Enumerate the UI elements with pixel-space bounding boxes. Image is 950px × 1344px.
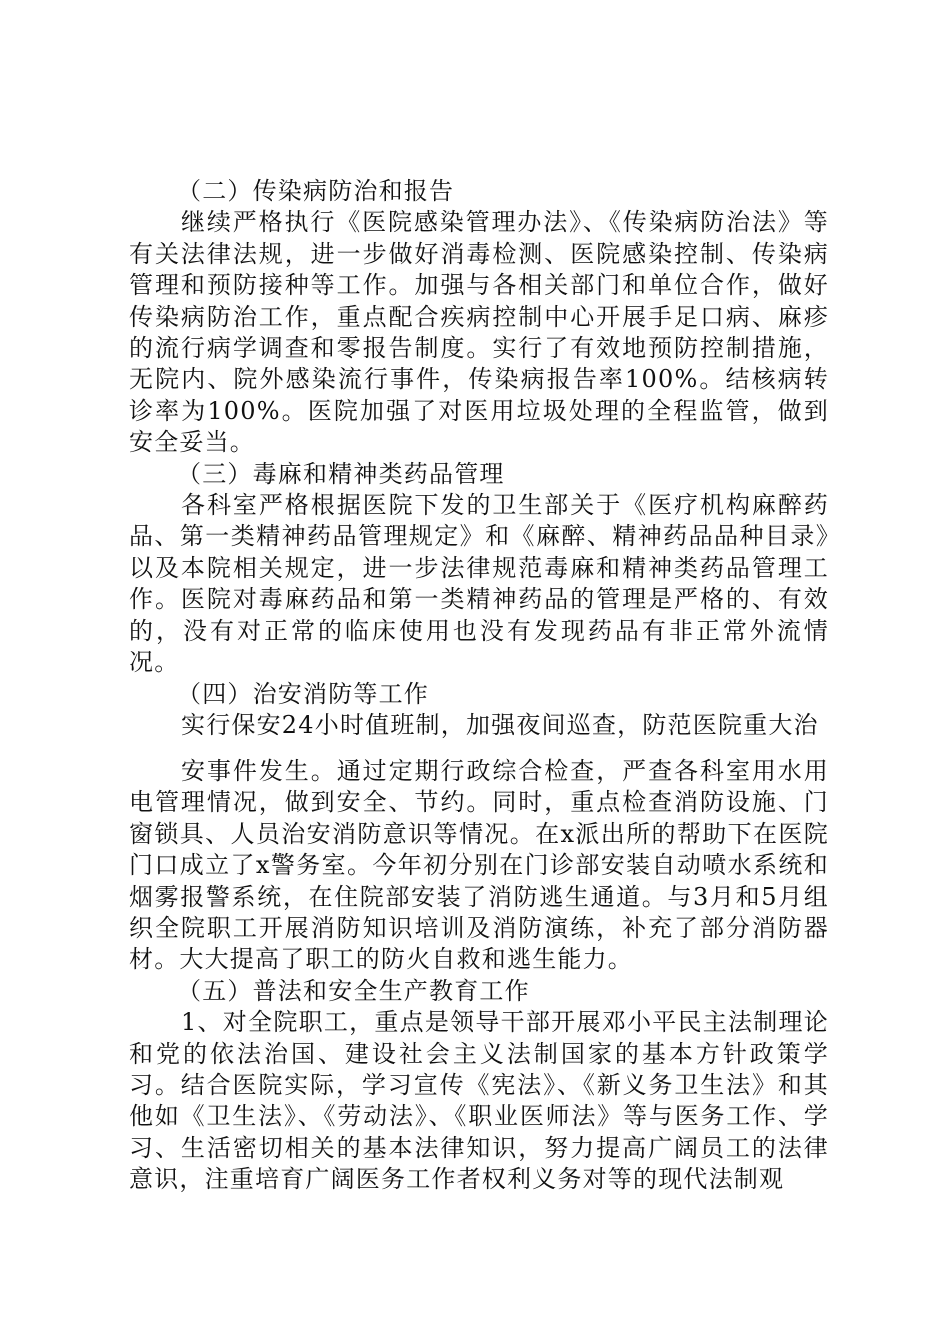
section-body-4: 实行保安24小时值班制，加强夜间巡查，防范医院重大治 [181,710,819,739]
section-body-3: 各科室严格根据医院下发的卫生部关于《医疗机构麻醉药品、第一类精神药品管理规定》和《麻醉、精神药品品种目录》以及本院相关规定，进一步法律规范毒麻和精神类药品管理工作。医院对毒麻药品和第一类精神药品的管理是严格的、有效的，没有对正常的临床使用也没有发现药品有非正常外流情况。 [129,491,829,677]
text-block-bottom [129,756,829,1196]
section-heading-5: （五）普法和安全生产教育工作 [177,976,530,1005]
section-body-4-continued: 安事件发生。通过定期行政综合检查，严查各科室用水用电管理情况，做到安全、节约。同时，重点检查消防设施、门窗锁具、人员治安消防意识等情况。在x派出所的帮助下在医院门口成立了x警务室。今年初分别在门诊部安装自动喷水系统和烟雾报警系统，在住院部安装了消防逃生通道。与3月和5月组织全院职工开展消防知识培训及消防演练，补充了部分消防器材。大大提高了职工的防火自救和逃生能力。 [129,757,829,974]
section-heading-4: （四）治安消防等工作 [177,679,429,708]
section-body-2: 继续严格执行《医院感染管理办法》、《传染病防治法》等有关法律法规，进一步做好消毒检测、医院感染控制、传染病管理和预防接种等工作。加强与各相关部门和单位合作，做好传染病防治工作，重点配合疾病控制中心开展手足口病、麻疹的流行病学调查和零报告制度。实行了有效地预防控制措施，无院内、院外感染流行事件，传染病报告率100%。结核病转诊率为100%。医院加强了对医用垃圾处理的全程监管，做到安全妥当。 [129,208,829,457]
section-heading-2: （二）传染病防治和报告 [177,177,455,205]
text-block-top [129,176,829,741]
section-heading-3: （三）毒麻和精神类药品管理 [177,459,505,488]
section-body-5: 1、对全院职工，重点是领导干部开展邓小平民主法制理论和党的依法治国、建设社会主义法制国家的基本方针政策学习。结合医院实际，学习宣传《宪法》、《新义务卫生法》和其他如《卫生法》、《劳动法》、《职业医师法》等与医务工作、学习、生活密切相关的基本法律知识，努力提高广阔员工的法律意识，注重培育广阔医务工作者权利义务对等的现代法制观 [129,1008,829,1194]
